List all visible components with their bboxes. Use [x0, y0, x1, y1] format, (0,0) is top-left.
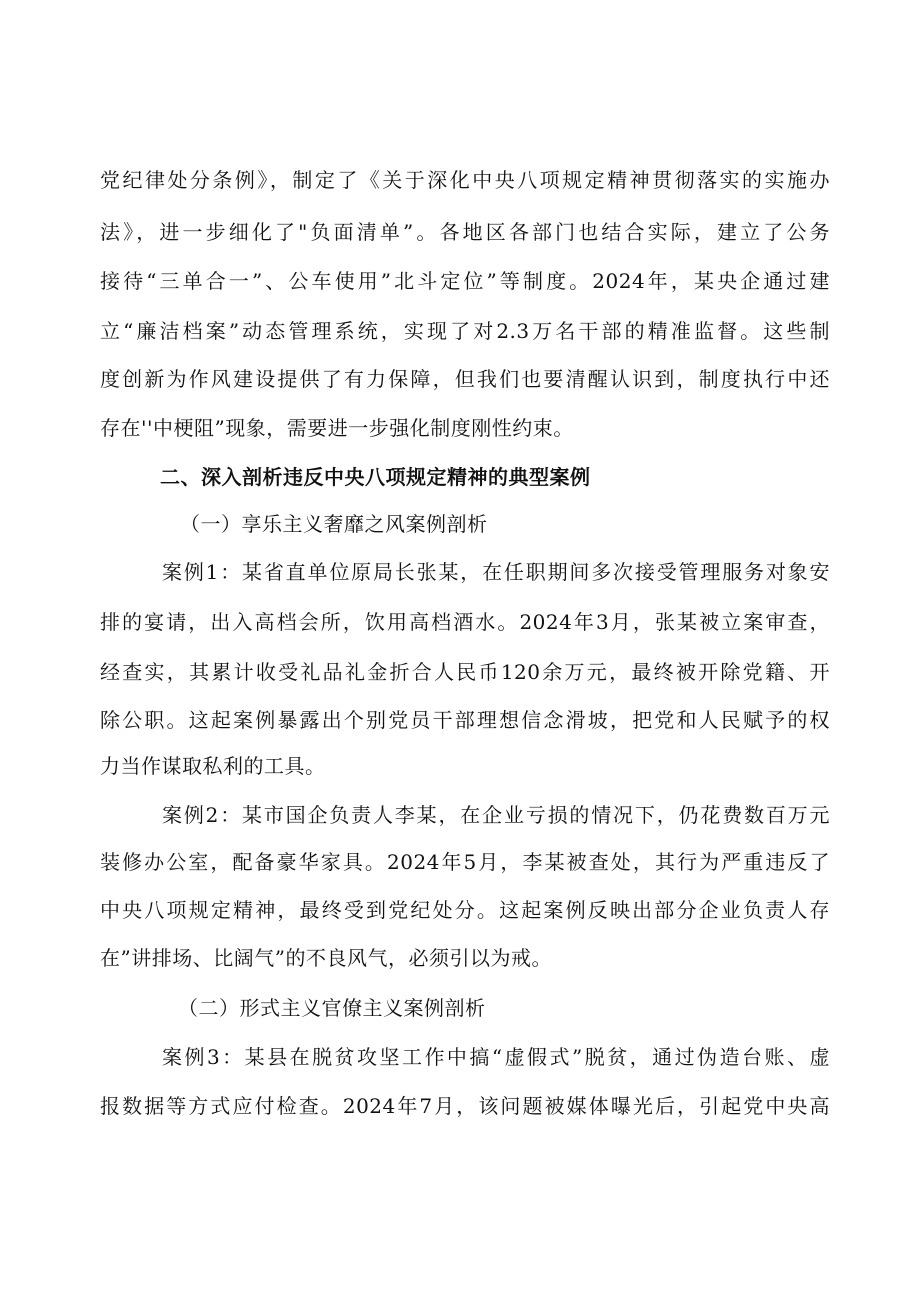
section-heading: 二、深入剖析违反中央八项规定精神的典型案例 [160, 465, 591, 489]
text-line: 法》，进一步细化了"负面清单”。各地区各部门也结合实际，建立了公务 [100, 220, 830, 244]
text-line: 除公职。这起案例暴露出个别党员干部理想信念滑坡，把党和人民赋予的权 [100, 708, 830, 732]
subsection-heading: （一）享乐主义奢靡之风案例剖析 [180, 512, 488, 536]
text-line: 排的宴请，出入高档会所，饮用高档酒水。2024年3月，张某被立案审查， [100, 610, 830, 634]
text-line: 报数据等方式应付检查。2024年7月，该问题被媒体曝光后，引起党中央高 [100, 1094, 830, 1118]
text-line: 度创新为作风建设提供了有力保障，但我们也要清醒认识到，制度执行中还 [100, 367, 830, 391]
text-line: 中央八项规定精神，最终受到党纪处分。这起案例反映出部分企业负责人存 [100, 898, 830, 922]
text-line: 在”讲排场、比阔气”的不良风气，必须引以为戒。 [100, 946, 552, 970]
text-line: 案例1：某省直单位原局长张某，在任职期间多次接受管理服务对象安 [162, 560, 830, 584]
text-line: 接待“三单合一”、公车使用”北斗定位”等制度。2024年，某央企通过建 [100, 269, 830, 293]
text-line: 案例2：某市国企负责人李某，在企业亏损的情况下，仍花费数百万元 [162, 803, 830, 827]
text-line: 案例3：某县在脱贫攻坚工作中搞“虚假式”脱贫，通过伪造台账、虚 [162, 1045, 830, 1069]
text-line: 党纪律处分条例》，制定了《关于深化中央八项规定精神贯彻落实的实施办 [100, 168, 830, 192]
subsection-heading: （二）形式主义官僚主义案例剖析 [178, 996, 486, 1020]
text-line: 经查实，其累计收受礼品礼金折合人民币120余万元，最终被开除党籍、开 [100, 660, 830, 684]
text-line: 存在''中梗阻”现象，需要进一步强化制度刚性约束。 [100, 416, 574, 440]
text-line: 装修办公室，配备豪华家具。2024年5月，李某被查处，其行为严重违反了 [100, 850, 830, 874]
text-line: 立“廉洁档案”动态管理系统，实现了对2.3万名干部的精准监督。这些制 [100, 319, 830, 343]
text-line: 力当作谋取私利的工具。 [100, 754, 326, 778]
